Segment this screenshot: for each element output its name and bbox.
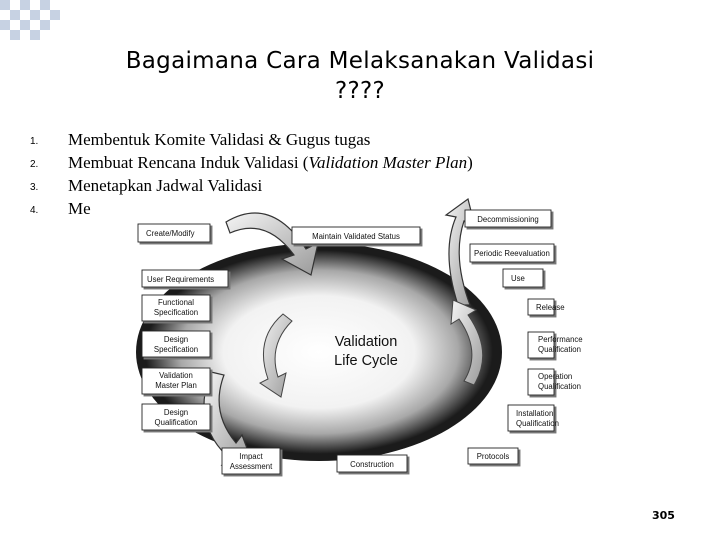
label-performance-2: Qualification (538, 345, 581, 354)
list-number: 3. (30, 182, 39, 193)
page-number: 305 (652, 509, 675, 522)
label-performance-1: Performance (538, 335, 583, 344)
label-design-spec-1: Design (163, 335, 189, 344)
label-user-requirements: User Requirements (147, 275, 215, 284)
label-construction: Construction (350, 460, 394, 469)
validation-life-cycle-diagram (96, 197, 583, 497)
label-functional-1: Functional (158, 298, 194, 307)
list-text-after: ) (467, 153, 473, 172)
list-number: 4. (30, 205, 39, 216)
list-text-italic: Validation Master Plan (308, 153, 468, 172)
list-number: 1. (30, 136, 39, 147)
label-operation-1: Operation (538, 372, 573, 381)
label-design-q-2: Qualification (154, 418, 198, 427)
label-impact-1: Impact (239, 452, 263, 461)
list-text-before: Membuat Rencana Induk Validasi ( (68, 153, 309, 172)
center-label-line-2: Life Cycle (334, 353, 398, 369)
label-design-q-1: Design (163, 408, 189, 417)
label-installation-1: Installation (516, 409, 554, 418)
label-vmp-2: Master Plan (155, 381, 197, 390)
title-line-2: ???? (334, 78, 386, 104)
slide-title (60, 46, 660, 106)
list-text: Membentuk Komite Validasi & Gugus tugas (68, 130, 371, 149)
label-design-spec-2: Specification (153, 345, 199, 354)
list-text: Me (68, 199, 91, 218)
label-installation-2: Qualification (516, 419, 559, 428)
label-release: Release (536, 303, 565, 312)
label-decommissioning: Decommissioning (477, 215, 539, 224)
center-label-line-1: Validation (334, 334, 398, 350)
title-line-1: Bagaimana Cara Melaksanakan Validasi (125, 48, 595, 74)
label-maintain-validated-status: Maintain Validated Status (312, 232, 400, 241)
label-impact-2: Assessment (229, 462, 273, 471)
label-use: Use (511, 274, 525, 283)
label-create-modify: Create/Modify (146, 229, 195, 238)
label-protocols: Protocols (476, 452, 510, 461)
label-operation-2: Qualification (538, 382, 581, 391)
label-periodic-reevaluation: Periodic Reevaluation (474, 249, 550, 258)
corner-checker-decoration (0, 0, 60, 45)
list-number: 2. (30, 159, 39, 170)
label-vmp-1: Validation (159, 371, 193, 380)
label-functional-2: Specification (153, 308, 199, 317)
list-text: Menetapkan Jadwal Validasi (68, 176, 263, 195)
list-text (68, 151, 473, 174)
